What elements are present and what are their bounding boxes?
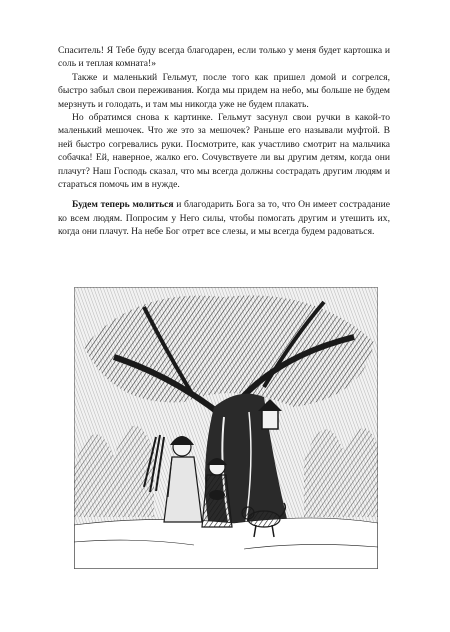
- paragraph-1: [58, 44, 390, 71]
- paragraph-4-lead: Будем теперь молиться: [72, 199, 174, 211]
- paragraph-2-text: Также и маленький Гельмут, после того как пришел домой и согрелся, быстро забыл свои переживания. Когда мы придем на небо, мы больше не будем мерзнуть и голодать, и там мы никогда уже не будем плакать.: [58, 71, 390, 110]
- body-text: [58, 44, 390, 239]
- paragraph-3-text: Но обратимся снова к картинке. Гельмут засунул свои ручки в какой-то маленький мешочек. Что же это за мешочек? Раньше его называли муфтой. В ней быстро согревались руки. Посмотрите, как участливо смотрит на мальчика собачка! Ей, наверное, жалко его. Сочувствуете ли вы другим детям, когда они плачут? Наш Господь сказал, что мы всегда должны сострадать другим людям и стараться помочь им в нужде.: [58, 112, 390, 191]
- paragraph-4-text: и благодарить Бога за то, что Он имеет сострадание ко всем людям. Попросим у Него силы, чтобы помогать другим и утешить их, когда они плачут. На небе Бог отрет все слезы, и мы всегда будем радоваться.: [58, 199, 390, 238]
- paragraph-3: [58, 111, 390, 191]
- paragraph-1-text: Спаситель! Я Тебе буду всегда благодарен, если только у меня будет картошка и соль и теплая комната!»: [58, 45, 390, 70]
- paragraph-4: [58, 198, 390, 238]
- engraving-illustration: [74, 287, 378, 569]
- paragraph-2: [58, 71, 390, 111]
